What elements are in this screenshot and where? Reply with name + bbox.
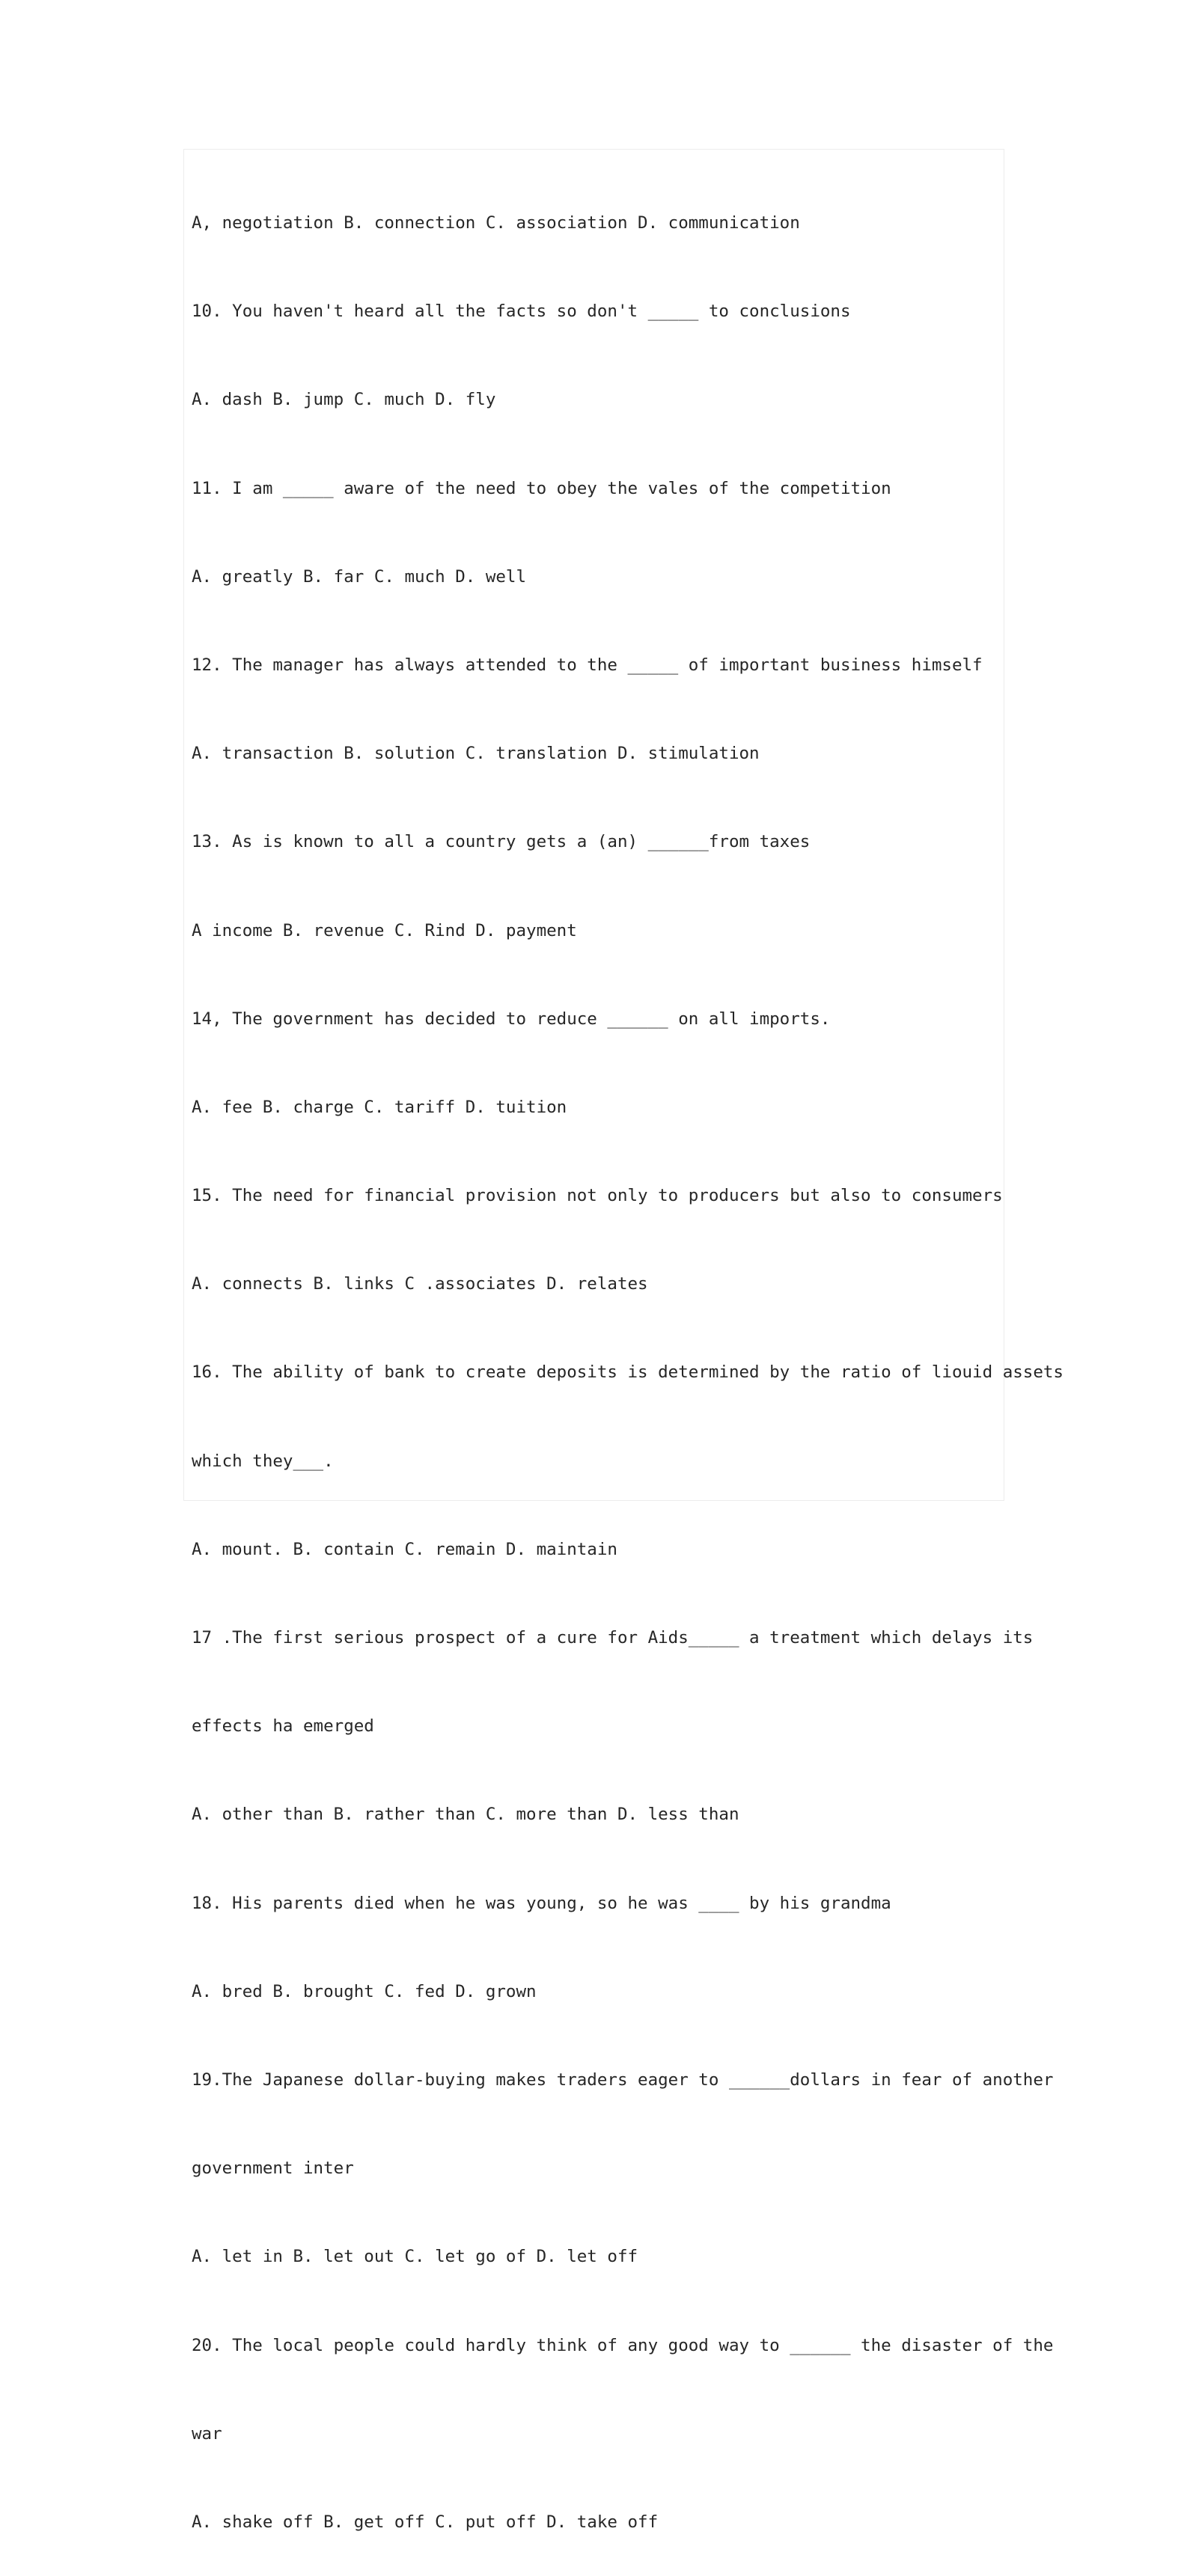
option-line-19: A. let in B. let out C. let go of D. let off <box>192 2247 638 2267</box>
question-16-continued: which they___. <box>192 1451 334 1471</box>
question-20: 20. The local people could hardly think of any good way to ______ the disaster of the <box>192 2335 1054 2355</box>
option-line-14: A. fee B. charge C. tariff D. tuition <box>192 1097 567 1117</box>
question-13: 13. As is known to all a country gets a (an) ______from taxes <box>192 832 811 852</box>
option-line-13: A income B. revenue C. Rind D. payment <box>192 920 577 940</box>
question-18: 18. His parents died when he was young, so he was ____ by his grandma <box>192 1893 891 1913</box>
option-line-18: A. bred B. brought C. fed D. grown <box>192 1981 537 2001</box>
exam-text <box>192 169 1064 2576</box>
question-19: 19.The Japanese dollar-buying makes traders eager to ______dollars in fear of another <box>192 2069 1054 2090</box>
option-line-20: A. shake off B. get off C. put off D. take off <box>192 2512 659 2532</box>
option-line-11: A. greatly B. far C. much D. well <box>192 566 527 587</box>
question-11: 11. I am _____ aware of the need to obey the vales of the competition <box>192 478 891 498</box>
question-19-continued: government inter <box>192 2159 354 2179</box>
question-17-continued: effects ha emerged <box>192 1716 374 1737</box>
option-line-9: A, negotiation B. connection C. association D. communication <box>192 213 800 233</box>
question-15: 15. The need for financial provision not only to producers but also to consumers <box>192 1186 1003 1206</box>
question-17: 17 .The first serious prospect of a cure for Aids_____ a treatment which delays its <box>192 1628 1034 1648</box>
question-12: 12. The manager has always attended to the _____ of important business himself <box>192 655 983 675</box>
option-line-15: A. connects B. links C .associates D. relates <box>192 1274 648 1294</box>
question-16: 16. The ability of bank to create deposits is determined by the ratio of liouid assets <box>192 1362 1064 1383</box>
option-line-12: A. transaction B. solution C. translation D. stimulation <box>192 744 760 764</box>
question-10: 10. You haven't heard all the facts so don't _____ to conclusions <box>192 302 851 322</box>
option-line-16: A. mount. B. contain C. remain D. maintain <box>192 1539 617 1559</box>
option-line-10: A. dash B. jump C. much D. fly <box>192 390 496 410</box>
question-20-continued: war <box>192 2423 222 2444</box>
question-14: 14, The government has decided to reduce ______ on all imports. <box>192 1009 831 1029</box>
option-line-17: A. other than B. rather than C. more than D. less than <box>192 1805 739 1825</box>
